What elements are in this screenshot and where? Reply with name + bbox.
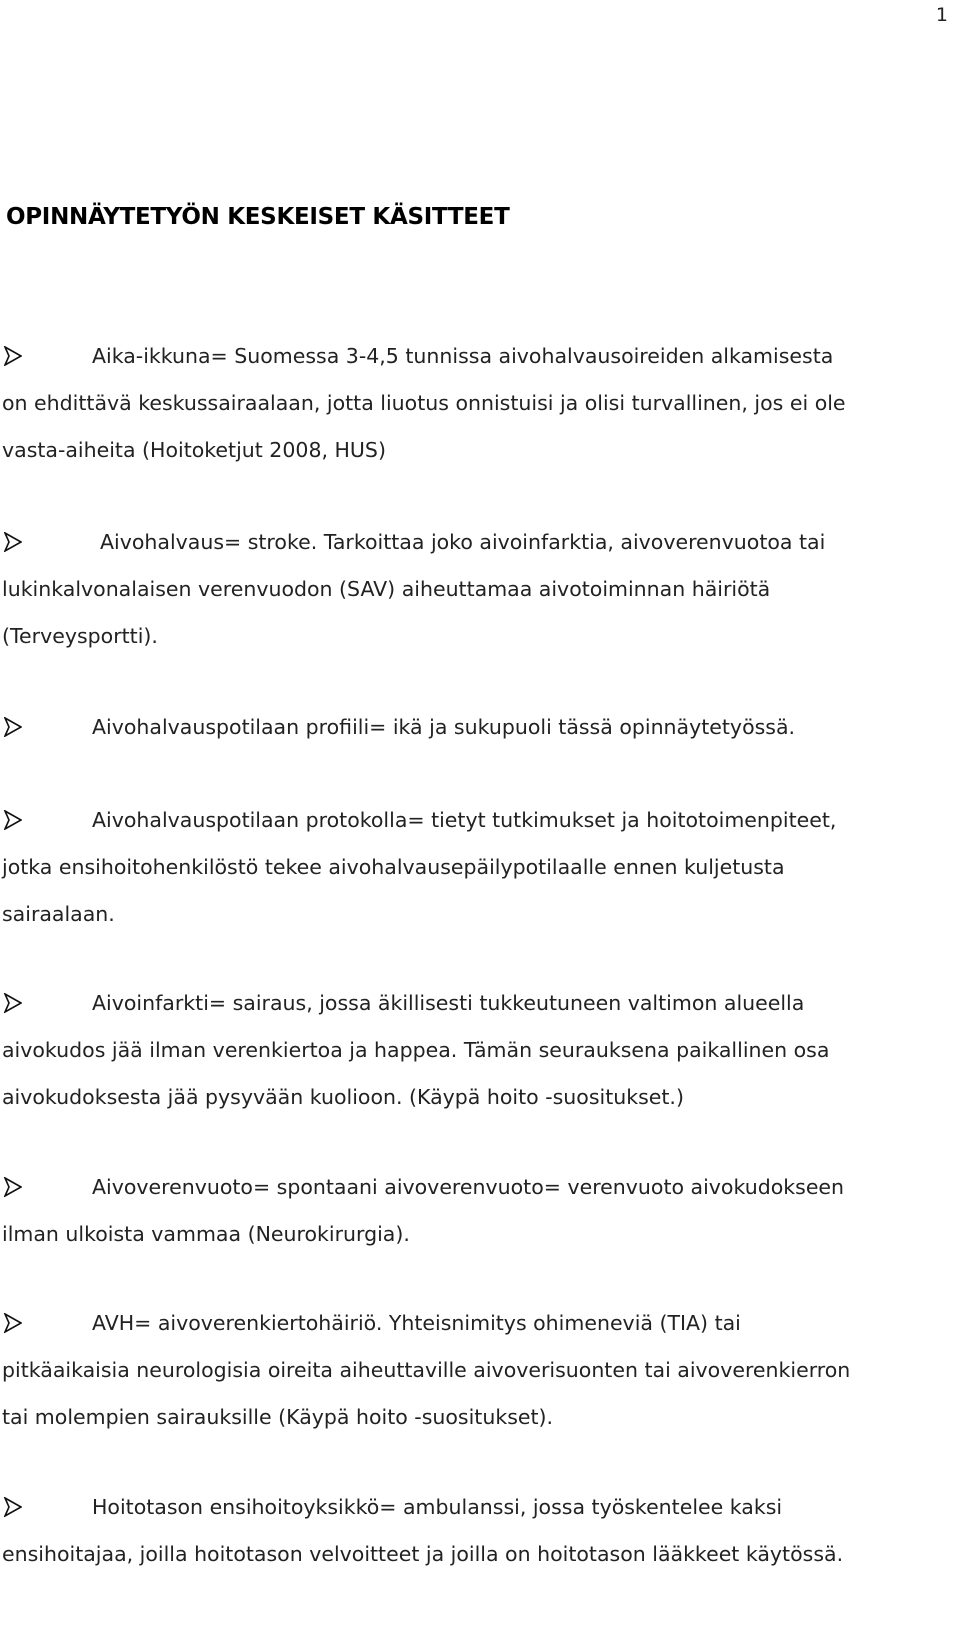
list-item-text: jotka ensihoitohenkilöstö tekee aivohalvausepäilypotilaalle ennen kuljetusta (2, 855, 785, 879)
list-item-text: Aivohalvauspotilaan protokolla= tietyt tutkimukset ja hoitotoimenpiteet, (92, 808, 837, 832)
list-item (0, 1164, 956, 1258)
list-item-text: (Terveysportti). (2, 624, 158, 648)
list-item-text: Hoitotason ensihoitoyksikkö= ambulanssi, jossa työskentelee kaksi (92, 1495, 783, 1519)
list-item-text: AVH= aivoverenkiertohäiriö. Yhteisnimitys ohimeneviä (TIA) tai (92, 1311, 741, 1335)
list-item-text: ensihoitajaa, joilla hoitotason velvoitteet ja joilla on hoitotason lääkkeet käytössä. (2, 1542, 844, 1566)
page-number: 1 (935, 4, 948, 26)
list-item (0, 1300, 956, 1441)
list-item-text: Aivohalvauspotilaan profiili= ikä ja sukupuoli tässä opinnäytetyössä. (92, 715, 796, 739)
arrowhead-bullet-icon (4, 1177, 22, 1197)
list-item-text: on ehdittävä keskussairaalaan, jotta liuotus onnistuisi ja olisi turvallinen, jos ei ole (2, 391, 846, 415)
list-item-text: tai molempien sairauksille (Käypä hoito -suositukset). (2, 1405, 554, 1429)
list-item-text: pitkäaikaisia neurologisia oireita aiheuttaville aivoverisuonten tai aivoverenkierron (2, 1358, 851, 1382)
list-item-text: Aivohalvaus= stroke. Tarkoittaa joko aivoinfarktia, aivoverenvuotoa tai (100, 530, 826, 554)
arrowhead-bullet-icon (4, 993, 22, 1013)
list-item-text: sairaalaan. (2, 902, 115, 926)
list-item-text: lukinkalvonalaisen verenvuodon (SAV) aiheuttamaa aivotoiminnan häiriötä (2, 577, 771, 601)
arrowhead-bullet-icon (4, 717, 22, 737)
list-item (0, 519, 956, 660)
arrowhead-bullet-icon (4, 1313, 22, 1333)
arrowhead-bullet-icon (4, 810, 22, 830)
list-item (0, 980, 956, 1121)
list-item-text: aivokudoksesta jää pysyvään kuolioon. (Käypä hoito -suositukset.) (2, 1085, 684, 1109)
list-item-text: Aivoverenvuoto= spontaani aivoverenvuoto= verenvuoto aivokudokseen (92, 1175, 845, 1199)
list-item-text: aivokudos jää ilman verenkiertoa ja happea. Tämän seurauksena paikallinen osa (2, 1038, 830, 1062)
list-item (0, 704, 956, 751)
list-item-text: ilman ulkoista vammaa (Neurokirurgia). (2, 1222, 410, 1246)
list-item-text: vasta-aiheita (Hoitoketjut 2008, HUS) (2, 438, 386, 462)
list-item (0, 333, 956, 474)
list-item (0, 797, 956, 938)
arrowhead-bullet-icon (4, 1497, 22, 1517)
page-heading: OPINNÄYTETYÖN KESKEISET KÄSITTEET (6, 204, 510, 230)
list-item-text: Aivoinfarkti= sairaus, jossa äkillisesti tukkeutuneen valtimon alueella (92, 991, 805, 1015)
arrowhead-bullet-icon (4, 532, 22, 552)
arrowhead-bullet-icon (4, 346, 22, 366)
list-item-text: Aika-ikkuna= Suomessa 3-4,5 tunnissa aivohalvausoireiden alkamisesta (92, 344, 834, 368)
list-item (0, 1484, 956, 1578)
